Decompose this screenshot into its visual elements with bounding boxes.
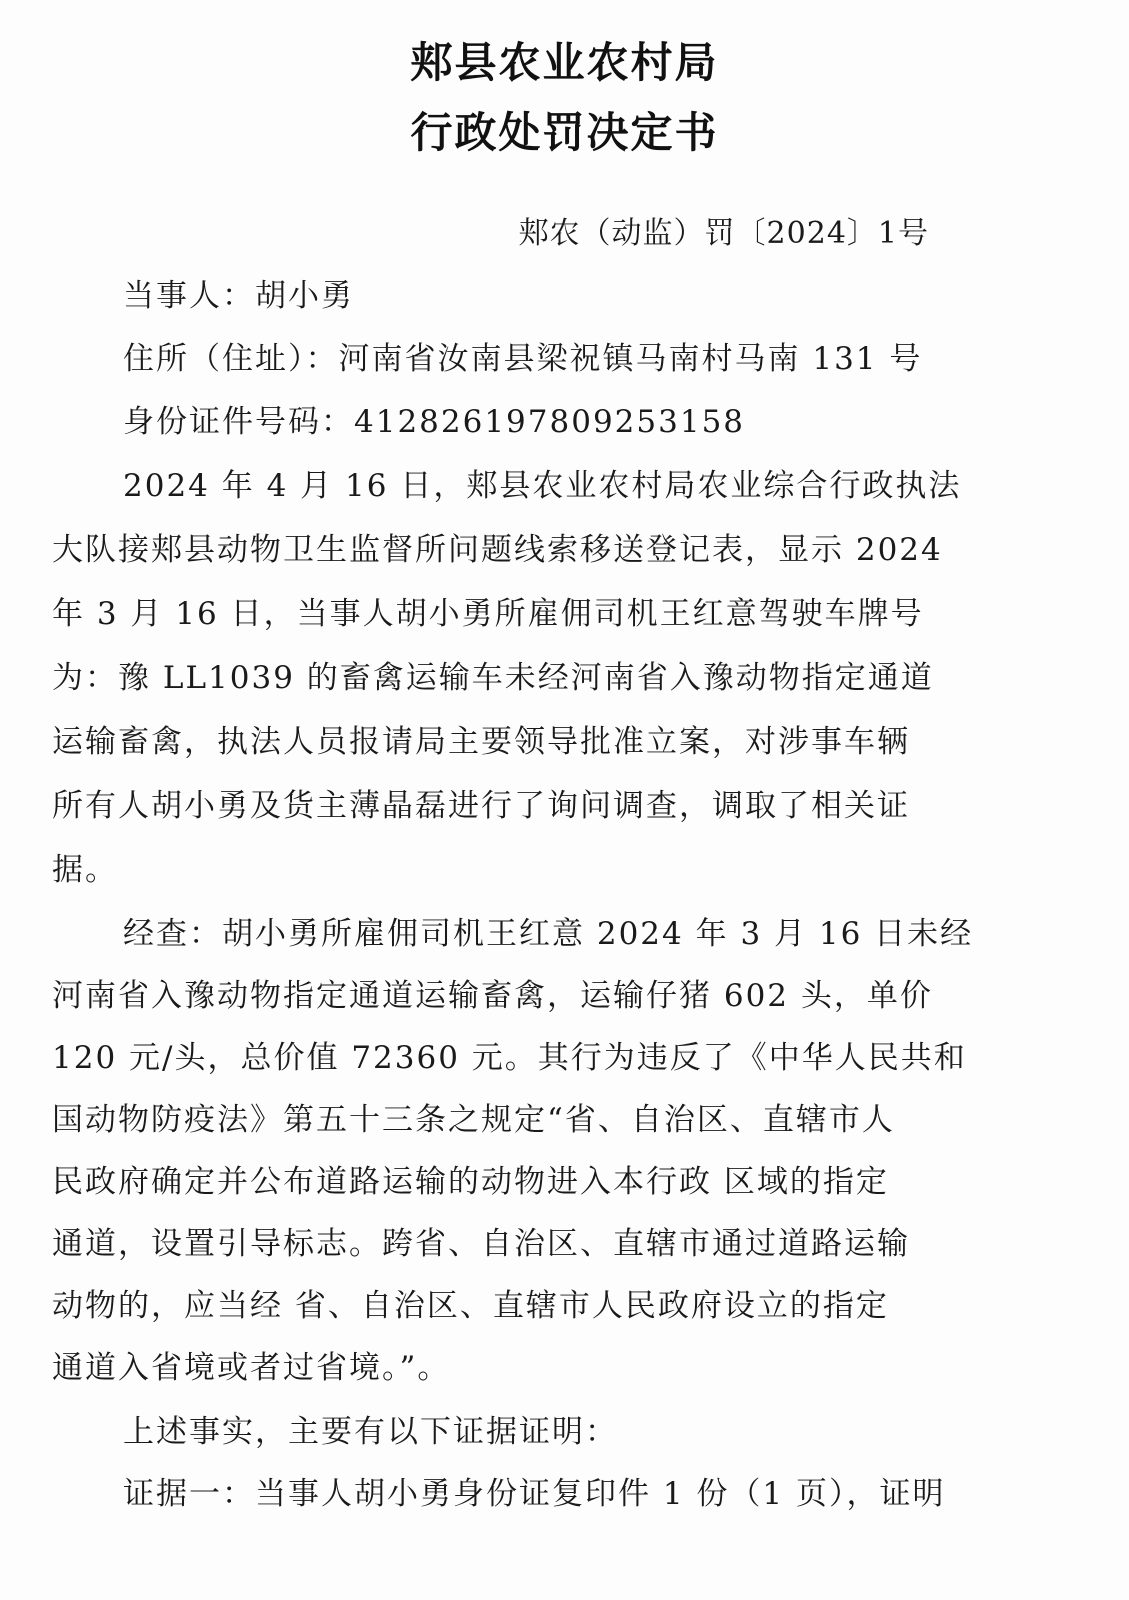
para1-line: 年 3 月 16 日，当事人胡小勇所雇佣司机王红意驾驶车牌号 — [52, 596, 924, 632]
party-id: 身份证件号码：412826197809253158 — [123, 404, 746, 440]
para1-line: 为：豫 LL1039 的畜禽运输车未经河南省入豫动物指定通道 — [52, 660, 934, 696]
para2-line: 河南省入豫动物指定通道运输畜禽，运输仔猪 602 头，单价 — [52, 978, 933, 1014]
para1-line: 运输畜禽，执法人员报请局主要领导批准立案，对涉事车辆 — [52, 724, 910, 760]
doc-type-title: 行政处罚决定书 — [410, 108, 719, 157]
doc-number: 郏农（动监）罚〔2024〕1号 — [518, 216, 929, 251]
org-title: 郏县农业农村局 — [410, 38, 719, 87]
para2-line: 120 元/头，总价值 72360 元。其行为违反了《中华人民共和 — [52, 1040, 967, 1076]
para2-line: 动物的，应当经 省、自治区、直辖市人民政府设立的指定 — [52, 1288, 889, 1324]
evidence-one: 证据一：当事人胡小勇身份证复印件 1 份（1 页），证明 — [123, 1476, 946, 1512]
para2-line: 通道入省境或者过省境。”。 — [52, 1350, 451, 1386]
para1-line: 大队接郏县动物卫生监督所问题线索移送登记表，显示 2024 — [52, 532, 943, 568]
evidence-intro: 上述事实，主要有以下证据证明： — [123, 1414, 618, 1450]
para1-line: 2024 年 4 月 16 日，郏县农业农村局农业综合行政执法 — [123, 468, 962, 504]
party-name: 当事人：胡小勇 — [123, 278, 354, 314]
para2-line: 民政府确定并公布道路运输的动物进入本行政 区域的指定 — [52, 1164, 889, 1200]
para1-line: 所有人胡小勇及货主薄晶磊进行了询问调查，调取了相关证 — [52, 788, 910, 824]
para2-line: 国动物防疫法》第五十三条之规定“省、自治区、直辖市人 — [52, 1102, 895, 1138]
para2-line: 通道，设置引导标志。跨省、自治区、直辖市通过道路运输 — [52, 1226, 910, 1262]
para2-line: 经查：胡小勇所雇佣司机王红意 2024 年 3 月 16 日未经 — [123, 916, 974, 952]
para1-line: 据。 — [52, 852, 118, 888]
party-address: 住所（住址）：河南省汝南县梁祝镇马南村马南 131 号 — [123, 341, 923, 377]
